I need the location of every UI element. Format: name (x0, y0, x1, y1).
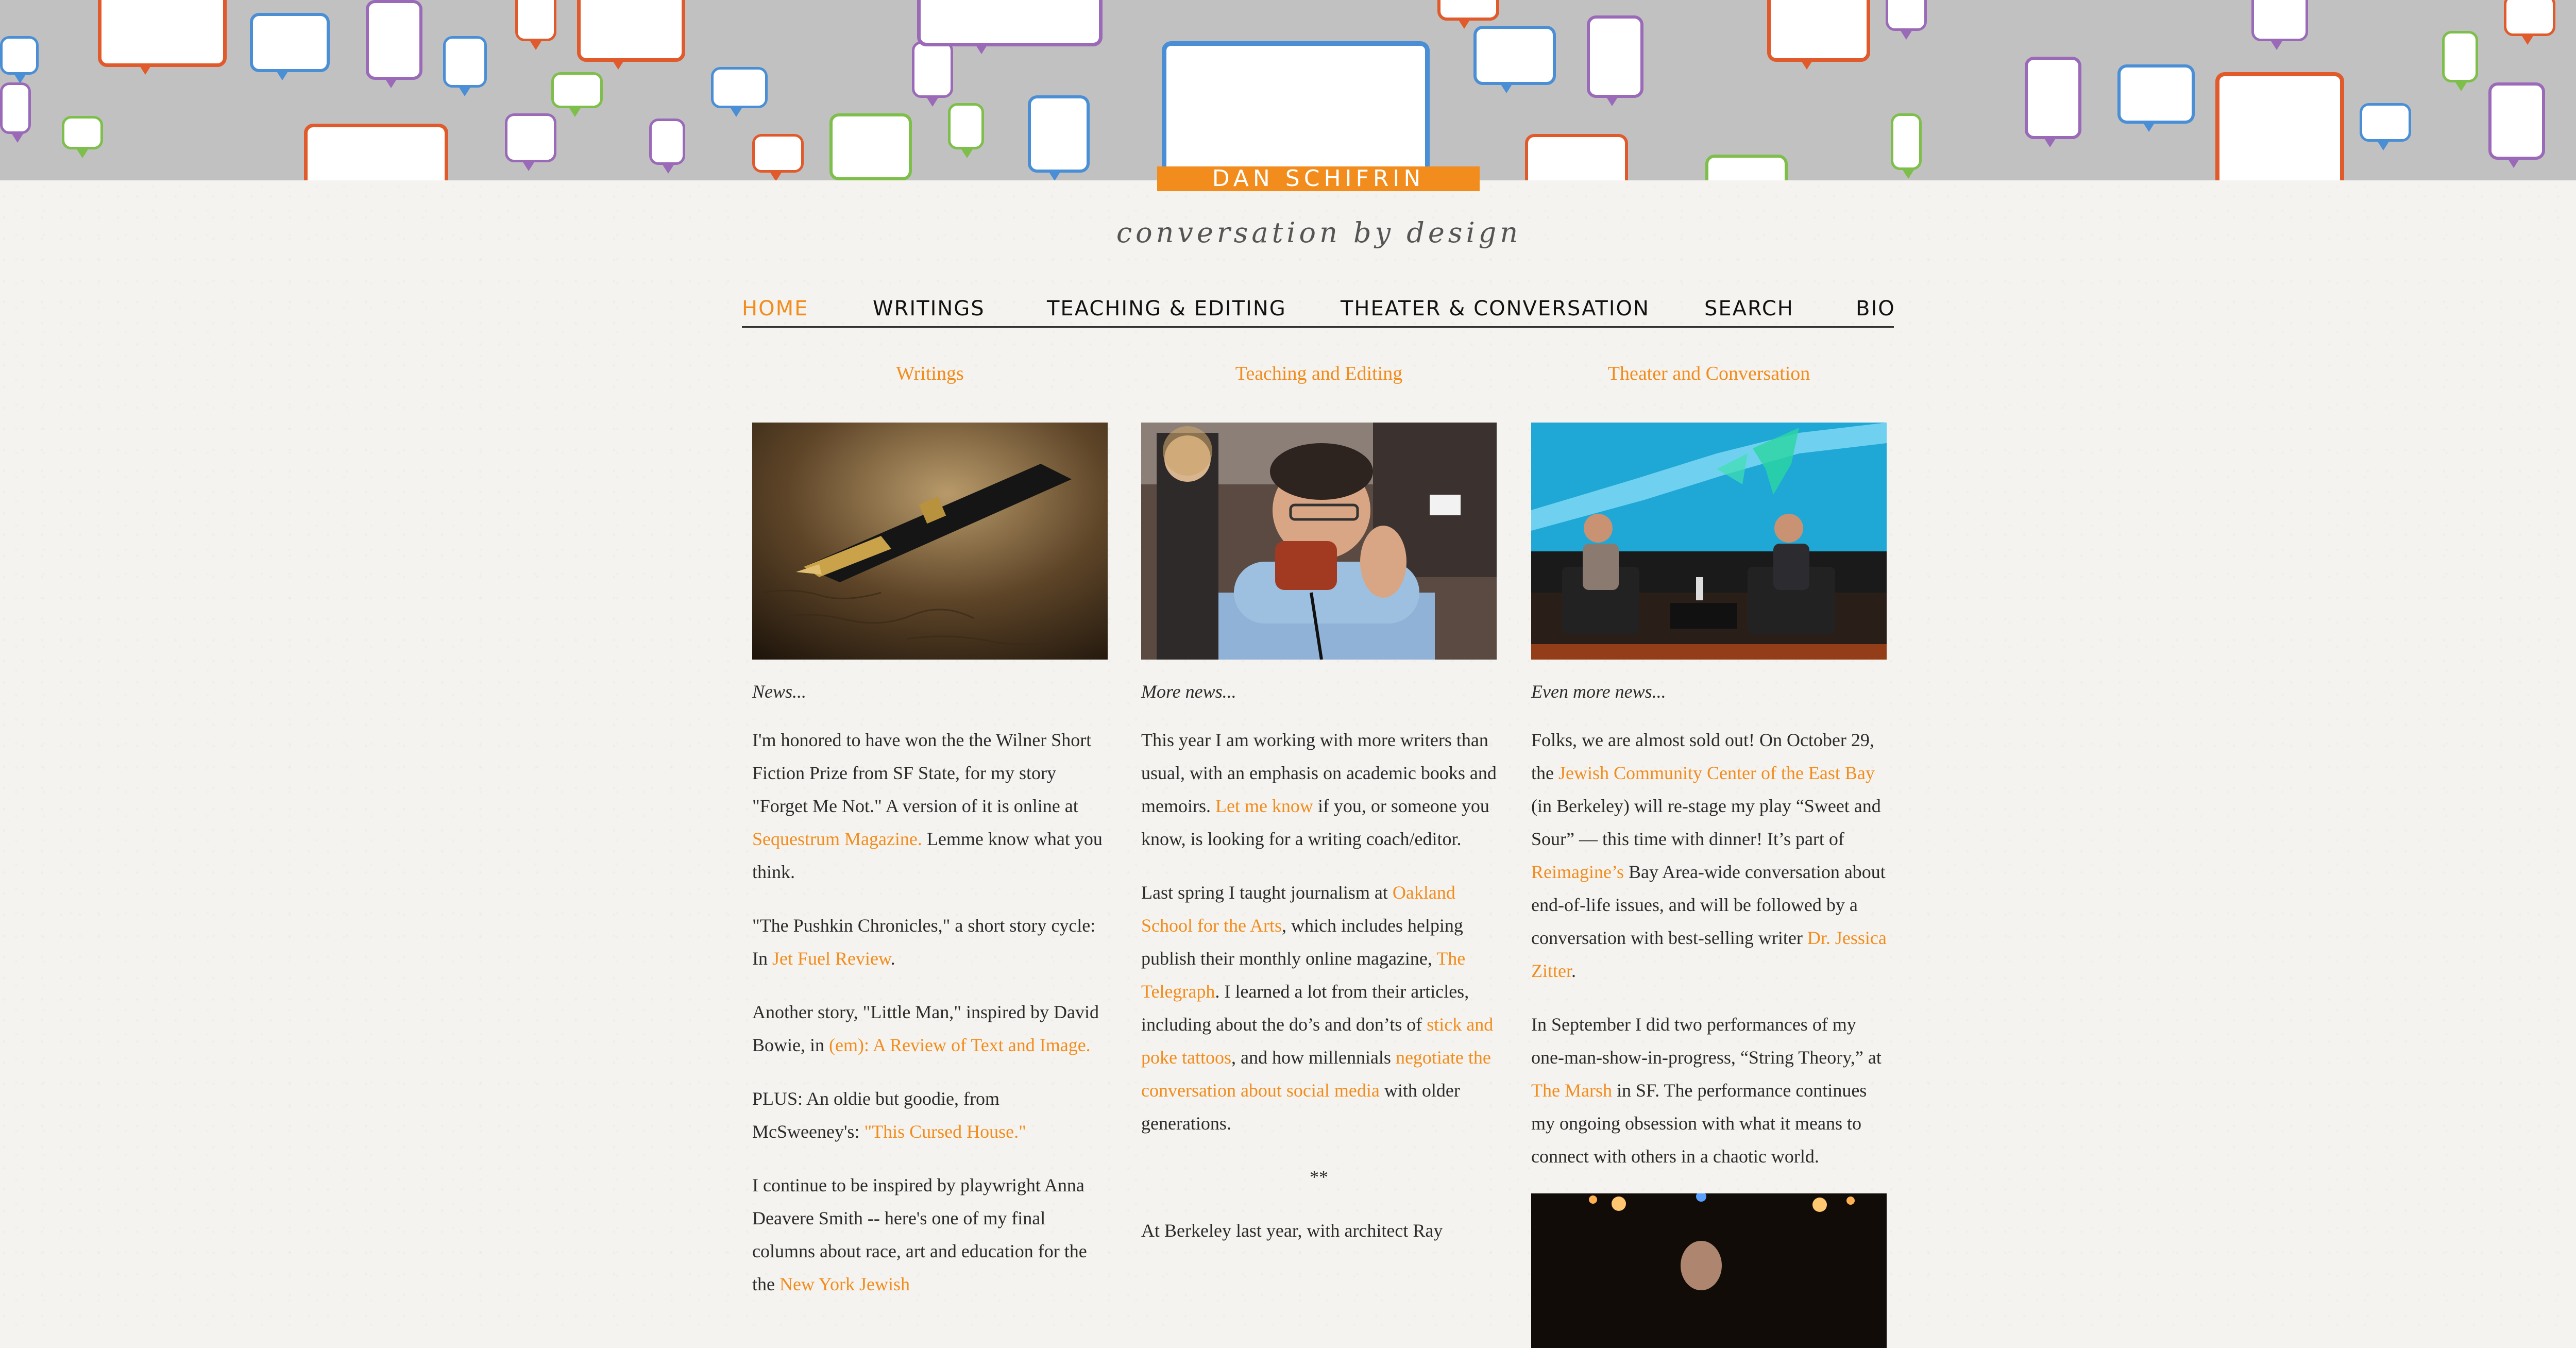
speech-bubble-decoration (1473, 26, 1556, 85)
nav-item-writings[interactable]: WRITINGS (873, 297, 985, 321)
em-review-link[interactable]: (em): A Review of Text and Image. (829, 1035, 1091, 1055)
the-telegraph-link[interactable]: The Telegraph (1141, 948, 1466, 1002)
man-with-cup-image (1141, 423, 1497, 660)
paragraph-text: . (890, 948, 895, 969)
paragraph-text: I'm honored to have won the the Wilner Short Fiction Prize from SF State, for my story "Forget Me Not." A version of it is online at (752, 730, 1092, 816)
paragraph-text: with older generations. (1141, 1080, 1460, 1134)
speech-bubble-decoration (829, 113, 912, 180)
speech-bubble-decoration (1886, 0, 1927, 31)
news-paragraph (1141, 723, 1497, 855)
speech-bubble-decoration (505, 113, 556, 162)
paragraph-text: , which includes helping publish their monthly online magazine, (1141, 915, 1463, 969)
stage-conversation-photo[interactable] (1531, 423, 1887, 660)
column-heading-teaching[interactable] (1141, 356, 1497, 392)
speech-bubble-decoration (752, 134, 804, 173)
nav-item-theater-conversation[interactable]: THEATER & CONVERSATION (1341, 297, 1650, 321)
fountain-pen-photo[interactable] (752, 423, 1108, 660)
speech-bubble-decoration (917, 0, 1103, 46)
speech-bubble-decoration (1437, 0, 1499, 21)
oakland-school-link[interactable]: Oakland School for the Arts (1141, 882, 1455, 936)
paragraph-text: In September I did two performances of my one-man-show-in-progress, “String Theory,” at (1531, 1014, 1882, 1068)
speech-bubble-decoration (1525, 134, 1628, 180)
column-heading-theater[interactable] (1531, 356, 1887, 392)
speech-bubble-decoration (1587, 15, 1643, 98)
man-with-cup-photo[interactable] (1141, 423, 1497, 660)
jcc-east-bay-link[interactable]: Jewish Community Center of the East Bay (1558, 763, 1875, 783)
the-marsh-link[interactable]: The Marsh (1531, 1080, 1612, 1101)
site-logo[interactable] (1157, 166, 1480, 191)
speech-bubble-decoration (2117, 64, 2195, 124)
speech-bubble-decoration (2504, 0, 2555, 36)
speech-bubble-decoration (304, 124, 448, 180)
nav-item-home[interactable]: HOME (742, 297, 809, 321)
news-paragraph (752, 1169, 1108, 1301)
paragraph-text: (in Berkeley) will re-stage my play “Sweet and Sour” — this time with dinner! It’s part of (1531, 796, 1881, 849)
speech-bubble-decoration (366, 0, 422, 80)
column-subhead: News... (752, 681, 807, 702)
column-heading-writings[interactable] (752, 356, 1108, 392)
paragraph-text: in SF. The performance continues my ongoing obsession with what it means to connect with others in a chaotic world. (1531, 1080, 1867, 1167)
speech-bubble-decoration (948, 103, 984, 149)
news-paragraph (752, 1082, 1108, 1148)
teaching-heading-link[interactable]: Teaching and Editing (1235, 363, 1403, 384)
jessica-zitter-link[interactable]: Dr. Jessica Zitter (1531, 928, 1887, 981)
column-subhead: Even more news... (1531, 681, 1666, 702)
site-title[interactable]: DAN SCHIFRIN (1212, 165, 1425, 192)
speech-bubble-decoration (515, 0, 556, 41)
paragraph-text: Last spring I taught journalism at (1141, 882, 1393, 903)
paragraph-text: I continue to be inspired by playwright Anna Deavere Smith -- here's one of my final columns about race, art and education for the the (752, 1175, 1087, 1294)
speech-bubble-decoration (1891, 113, 1922, 170)
writings-column (752, 356, 1108, 1321)
stage-performance-photo[interactable] (1531, 1193, 1887, 1348)
stage-performance-image (1531, 1193, 1887, 1348)
theater-column (1531, 356, 1887, 1348)
paragraph-text: PLUS: An oldie but goodie, from McSweeney's: (752, 1088, 999, 1142)
site-tagline: conversation by design (1116, 216, 1522, 249)
news-paragraph (752, 723, 1108, 888)
speech-bubble-decoration (2215, 72, 2344, 180)
paragraph-text: This year I am working with more writers than usual, with an emphasis on academic books and memoirs. (1141, 730, 1497, 816)
speech-bubble-decoration (577, 0, 685, 62)
paragraph-text: Bay Area-wide conversation about end-of-life issues, and will be followed by a conversation with best-selling writer (1531, 862, 1886, 948)
nav-item-search[interactable]: SEARCH (1704, 297, 1794, 321)
reimagine-link[interactable]: Reimagine’s (1531, 862, 1624, 882)
speech-bubble-decoration (551, 72, 603, 108)
speech-bubble-decoration (0, 82, 31, 134)
stick-and-poke-link[interactable]: stick and poke tattoos (1141, 1014, 1494, 1068)
speech-bubble-decoration (250, 13, 330, 72)
paragraph-text: . I learned a lot from their articles, including about the do’s and don’ts of (1141, 981, 1469, 1035)
news-paragraph (1531, 1008, 1887, 1173)
paragraph-text: Another story, "Little Man," inspired by David Bowie, in (752, 1002, 1099, 1055)
speech-bubble-decoration (649, 119, 685, 165)
speech-bubble-decoration (443, 36, 487, 88)
let-me-know-link[interactable]: Let me know (1215, 796, 1313, 816)
speech-bubble-decoration (1162, 41, 1430, 180)
speech-bubble-decoration (0, 36, 39, 75)
speech-bubble-decoration (1705, 155, 1788, 180)
paragraph-text: "The Pushkin Chronicles," a short story cycle: In (752, 915, 1096, 969)
speech-bubble-decoration (2025, 57, 2081, 139)
news-paragraph (752, 909, 1108, 975)
news-paragraph (1141, 876, 1497, 1140)
sequestrum-link[interactable]: Sequestrum Magazine. (752, 829, 922, 849)
paragraph-text: At Berkeley last year, with architect Ray (1141, 1220, 1443, 1241)
paragraph-text: if you, or someone you know, is looking for a writing coach/editor. (1141, 796, 1489, 849)
theater-heading-link[interactable]: Theater and Conversation (1607, 363, 1810, 384)
news-paragraph (1531, 723, 1887, 987)
section-separator: ** (1310, 1167, 1328, 1187)
column-subhead: More news... (1141, 681, 1236, 702)
speech-bubble-decoration (62, 116, 103, 149)
nav-item-bio[interactable]: BIO (1856, 297, 1895, 321)
news-paragraph (1141, 1214, 1497, 1247)
paragraph-text: Lemme know what you think. (752, 829, 1103, 882)
paragraph-text: . (1571, 961, 1576, 981)
header-banner (0, 0, 2576, 180)
nav-item-teaching-editing[interactable]: TEACHING & EDITING (1047, 297, 1286, 321)
speech-bubble-decoration (98, 0, 227, 67)
news-paragraph (752, 996, 1108, 1061)
speech-bubble-decoration (912, 41, 953, 98)
speech-bubble-decoration (1028, 95, 1090, 173)
main-nav (742, 294, 1894, 328)
writings-heading-link[interactable]: Writings (896, 363, 964, 384)
this-cursed-house-link[interactable]: "This Cursed House." (864, 1121, 1026, 1142)
speech-bubble-decoration (1767, 0, 1870, 62)
teaching-column (1141, 356, 1497, 1268)
new-york-jewish-link[interactable]: New York Jewish (779, 1274, 910, 1294)
speech-bubble-decoration (2251, 0, 2308, 41)
social-media-link[interactable]: negotiate the conversation about social media (1141, 1047, 1491, 1101)
paragraph-text: , and how millennials (1231, 1047, 1396, 1068)
speech-bubble-decoration (2488, 82, 2545, 160)
jet-fuel-review-link[interactable]: Jet Fuel Review (772, 948, 891, 969)
speech-bubble-decoration (711, 67, 768, 108)
speech-bubble-decoration (2442, 31, 2478, 82)
stage-conversation-image (1531, 423, 1887, 660)
paragraph-text: Folks, we are almost sold out! On October 29, the (1531, 730, 1874, 783)
fountain-pen-image (752, 423, 1108, 660)
speech-bubble-decoration (2360, 103, 2411, 142)
